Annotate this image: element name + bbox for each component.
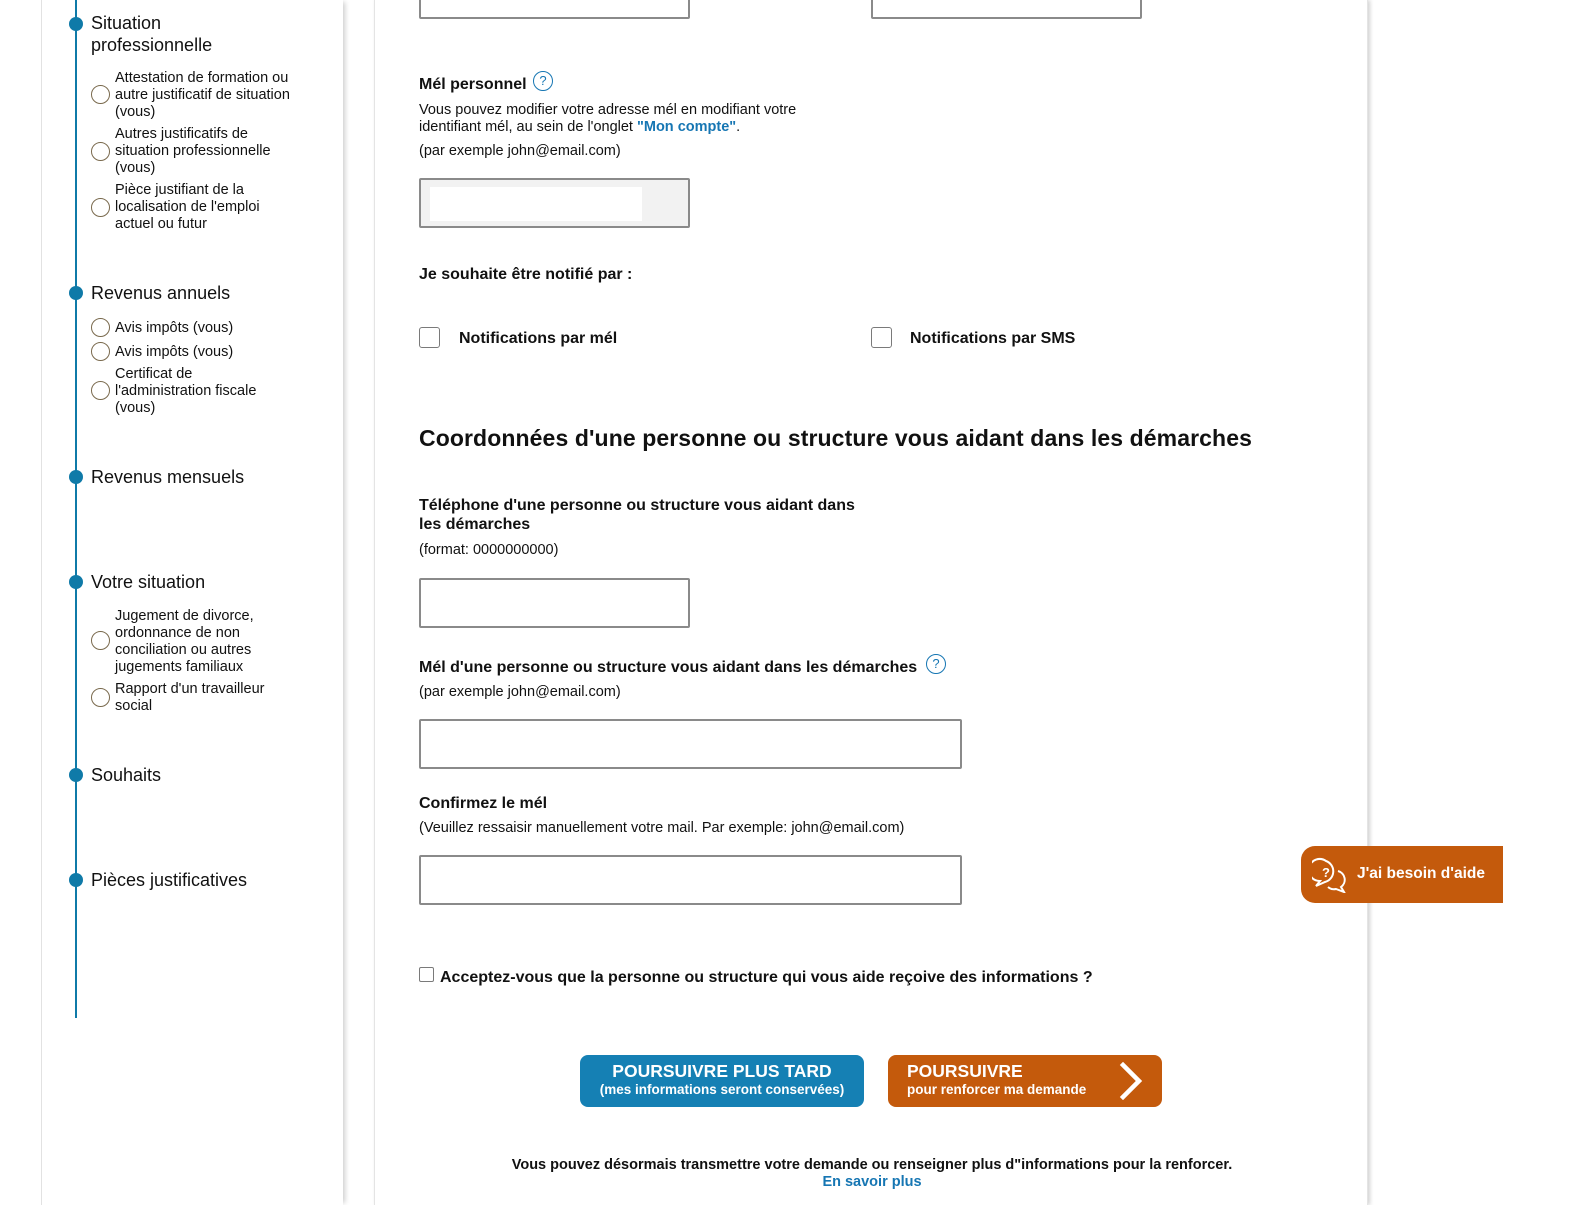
continue-later-subtitle: (mes informations seront conservées) [599,1082,845,1097]
sidebar-subitem-label: Avis impôts (vous) [115,320,234,336]
masked-value [430,187,642,221]
helper-phone-input[interactable] [419,578,690,628]
status-circle-icon [91,198,110,217]
chat-question-icon [1312,857,1348,893]
continue-later-title: POURSUIVRE PLUS TARD [612,1061,832,1081]
timeline-dot [69,575,83,589]
sidebar-subitem-label: Pièce justifiant de la localisation de l'emploi actuel ou futur [115,182,260,232]
personal-email-input[interactable] [419,178,690,228]
description-text: Vous pouvez modifier votre adresse mél en modifiant votre identifiant mél, au sein de l'onglet [419,102,797,135]
helper-section-heading: Coordonnées d'une personne ou structure vous aidant dans les démarches [419,425,1252,451]
sidebar-subitem-label: Certificat de l'administration fiscale (vous) [115,366,257,416]
timeline-dot [69,470,83,484]
consent-label[interactable]: Acceptez-vous que la personne ou structure qui vous aide reçoive des informations ? [440,969,1093,986]
continue-button[interactable] [888,1055,1162,1107]
confirm-email-input[interactable] [419,855,962,905]
sidebar-section-title[interactable]: Situation professionnelle [91,13,213,55]
sidebar-subitem-label: Avis impôts (vous) [115,344,234,360]
notify-sms-checkbox[interactable] [871,327,892,348]
notify-email-label[interactable]: Notifications par mél [459,330,618,347]
notify-email-checkbox[interactable] [419,327,440,348]
personal-email-example: (par exemple john@email.com) [419,143,621,159]
timeline-dot [69,17,83,31]
footer-note: Vous pouvez désormais transmettre votre demande ou renseigner plus d"informations pour la renforcer. [511,1157,1233,1173]
personal-email-description [419,102,819,136]
sidebar-subitem-label: Jugement de divorce, ordonnance de non conciliation ou autres jugements familiaux [115,608,254,675]
status-circle-icon [91,631,110,650]
status-circle-icon [91,142,110,161]
notify-sms-label[interactable]: Notifications par SMS [910,330,1076,347]
description-period: . [736,119,741,135]
sidebar-subitem-label: Autres justificatifs de situation professionnelle (vous) [115,126,271,176]
status-circle-icon [91,318,110,337]
notify-title: Je souhaite être notifié par : [419,266,633,283]
need-help-button[interactable] [1301,846,1503,903]
learn-more-link[interactable]: En savoir plus [822,1174,922,1190]
continue-later-button[interactable] [580,1055,864,1107]
mon-compte-link[interactable]: "Mon compte" [637,119,737,135]
timeline-dot [69,768,83,782]
status-circle-icon [91,342,110,361]
status-circle-icon [91,85,110,104]
question-circle-icon[interactable]: ? [926,654,946,674]
chevron-right-icon [1118,1062,1144,1100]
form-card [374,0,1368,1205]
sidebar-section-title[interactable]: Souhaits [91,765,162,785]
helper-email-input[interactable] [419,719,962,769]
svg-text:?: ? [1322,865,1330,880]
personal-email-label: Mél personnel [419,76,527,93]
timeline-dot [69,286,83,300]
progress-sidebar [41,0,343,1205]
continue-subtitle: pour renforcer ma demande [907,1082,1087,1097]
helper-email-label: Mél d'une personne ou structure vous aidant dans les démarches [419,659,918,676]
sidebar-section-title[interactable]: Revenus annuels [91,283,231,303]
status-circle-icon [91,381,110,400]
sidebar-section-title[interactable]: Revenus mensuels [91,467,245,487]
helper-phone-label: Téléphone d'une personne ou structure vous aidant dans les démarches [419,497,855,533]
status-circle-icon [91,688,110,707]
consent-checkbox[interactable] [419,967,434,982]
sidebar-section-title[interactable]: Pièces justificatives [91,870,248,890]
previous-field-left-input[interactable] [419,0,690,19]
confirm-email-hint: (Veuillez ressaisir manuellement votre mail. Par exemple: john@email.com) [419,820,905,836]
sidebar-subitem-label: Rapport d'un travailleur social [115,681,265,714]
continue-title: POURSUIVRE [907,1061,1023,1081]
timeline-line [75,0,77,1018]
helper-phone-hint: (format: 0000000000) [419,542,559,558]
question-circle-icon[interactable]: ? [533,71,553,91]
helper-email-hint: (par exemple john@email.com) [419,684,621,700]
need-help-label: J'ai besoin d'aide [1357,865,1485,882]
confirm-email-label: Confirmez le mél [419,795,548,812]
timeline-dot [69,873,83,887]
sidebar-subitem-label: Attestation de formation ou autre justificatif de situation (vous) [115,70,290,120]
sidebar-section-title[interactable]: Votre situation [91,572,206,592]
previous-field-right-input[interactable] [871,0,1142,19]
